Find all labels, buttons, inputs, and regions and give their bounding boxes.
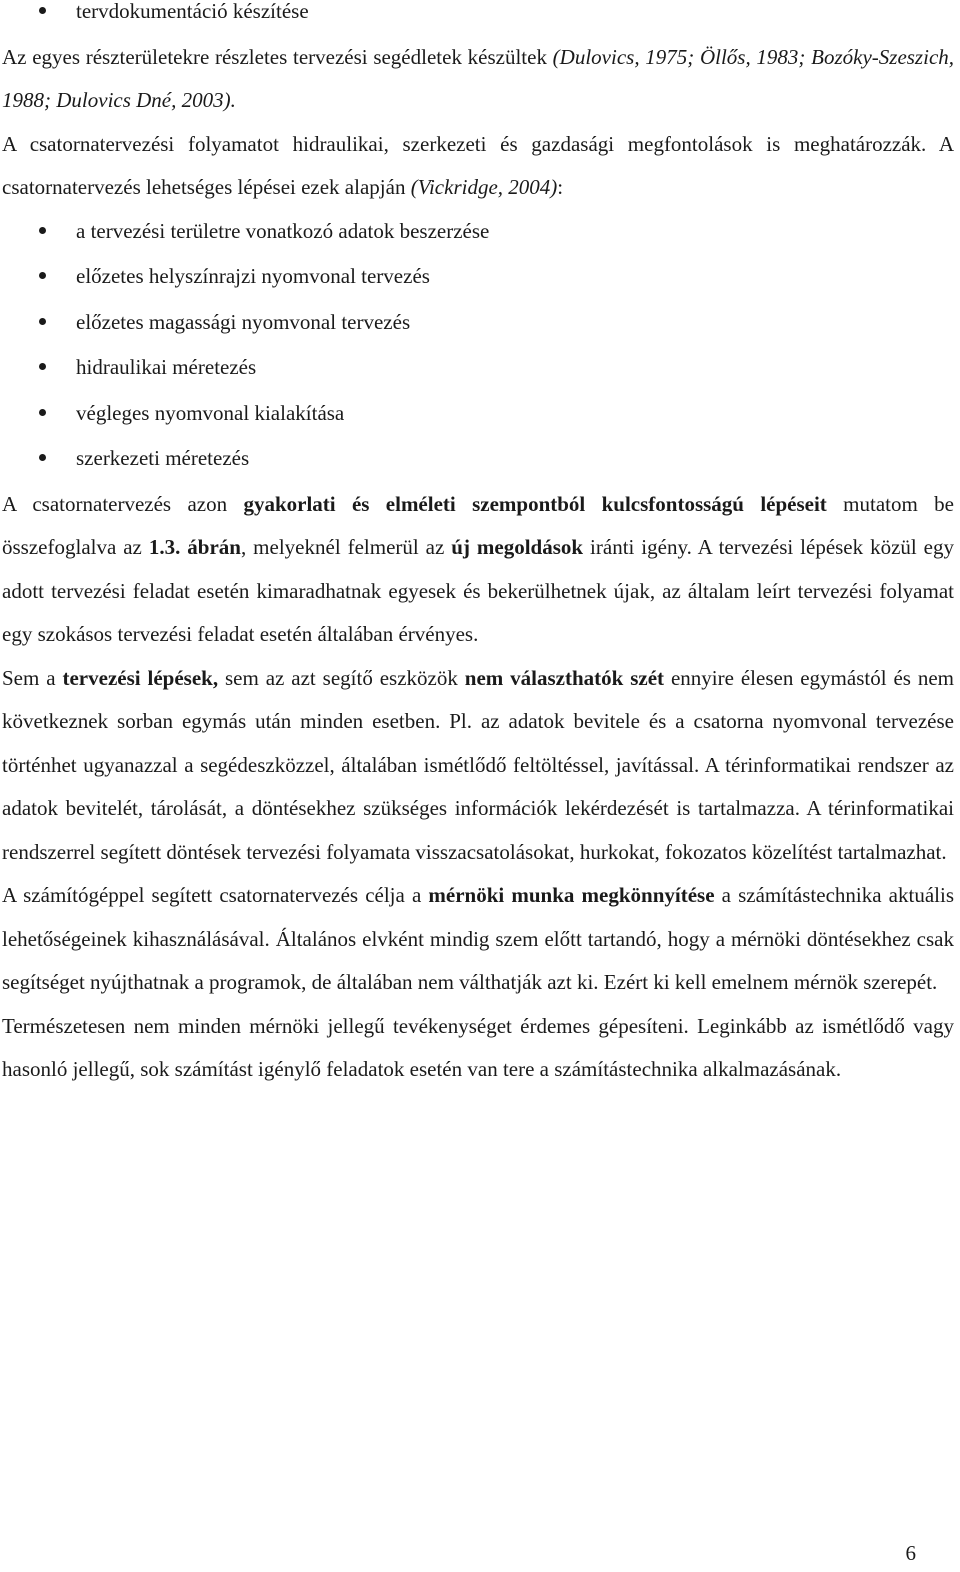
list-item: a tervezési területre vonatkozó adatok beszerzése xyxy=(2,210,954,256)
list-item: előzetes magassági nyomvonal tervezés xyxy=(2,301,954,347)
page-number: 6 xyxy=(905,1541,916,1565)
list-item: tervdokumentáció készítése xyxy=(2,0,954,36)
paragraph-2: A csatornatervezési folyamatot hidraulikai, szerkezeti és gazdasági megfontolások is meghatározzák. A csatornatervezés lehetséges lépései ezek alapján (Vickridge, 2004): xyxy=(2,131,954,199)
citation: (Vickridge, 2004) xyxy=(410,175,558,199)
paragraph-5: A számítógéppel segített csatornatervezés célja a mérnöki munka megkönnyítése a számítástechnika aktuális lehetőségeinek kihasználásával. Általános elvként mindig szem előtt tartandó, hogy a mérnöki döntésekhez csak segítséget nyújthatnak a programok, de általában nem válthatják azt ki. Ezért ki kell emelnem mérnök szerepét. xyxy=(2,883,954,994)
list-item: hidraulikai méretezés xyxy=(2,346,954,392)
list-item: végleges nyomvonal kialakítása xyxy=(2,392,954,438)
paragraph-1: Az egyes részterületekre részletes tervezési segédletek készültek (Dulovics, 1975; Öllős, 1983; Bozóky-Szeszich, 1988; Dulovics Dné, 2003). xyxy=(2,44,955,112)
paragraph-6: Természetesen nem minden mérnöki jellegű tevékenységet érdemes gépesíteni. Leginkább az ismétlődő vagy hasonló jellegű, sok számítást igénylő feladatok esetén van tere a számítástechnika alkalmazásának. xyxy=(2,1013,954,1081)
design-steps-list xyxy=(2,210,954,483)
bullet-list-top xyxy=(2,0,954,36)
list-item: szerkezeti méretezés xyxy=(2,437,954,483)
paragraph-3: A csatornatervezés azon gyakorlati és elméleti szempontból kulcsfontosságú lépéseit mutatom be összefoglalva az 1.3. ábrán, melyeknél felmerül az új megoldások iránti igény. A tervezési lépések közül egy adott tervezési feladat esetén kimaradhatnak egyesek és bekerülhetnek újak, az általam leírt tervezési folyamat egy szokásos tervezési feladat esetén általában érvényes. xyxy=(2,491,955,646)
paragraph-4: Sem a tervezési lépések, sem az azt segítő eszközök nem választhatók szét ennyire élesen egymástól és nem következnek sorban egymás után minden esetben. Pl. az adatok bevitele és a csatorna nyomvonal tervezése történhet ugyanazzal a segédeszközzel, általában ismétlődő feltöltéssel, javítással. A térinformatikai rendszer az adatok bevitelét, tárolását, a döntésekhez szükséges információk lekérdezését is tartalmazza. A térinformatikai rendszerrel segített döntések tervezési folyamata visszacsatolásokat, hurkokat, fokozatos közelítést tartalmazhat. xyxy=(2,665,955,864)
page-content xyxy=(2,0,954,1092)
list-item: előzetes helyszínrajzi nyomvonal tervezés xyxy=(2,255,954,301)
citation: (Dulovics, 1975; Öllős, 1983; Bozóky-Szeszich, 1988; Dulovics Dné, 2003). xyxy=(2,44,955,112)
